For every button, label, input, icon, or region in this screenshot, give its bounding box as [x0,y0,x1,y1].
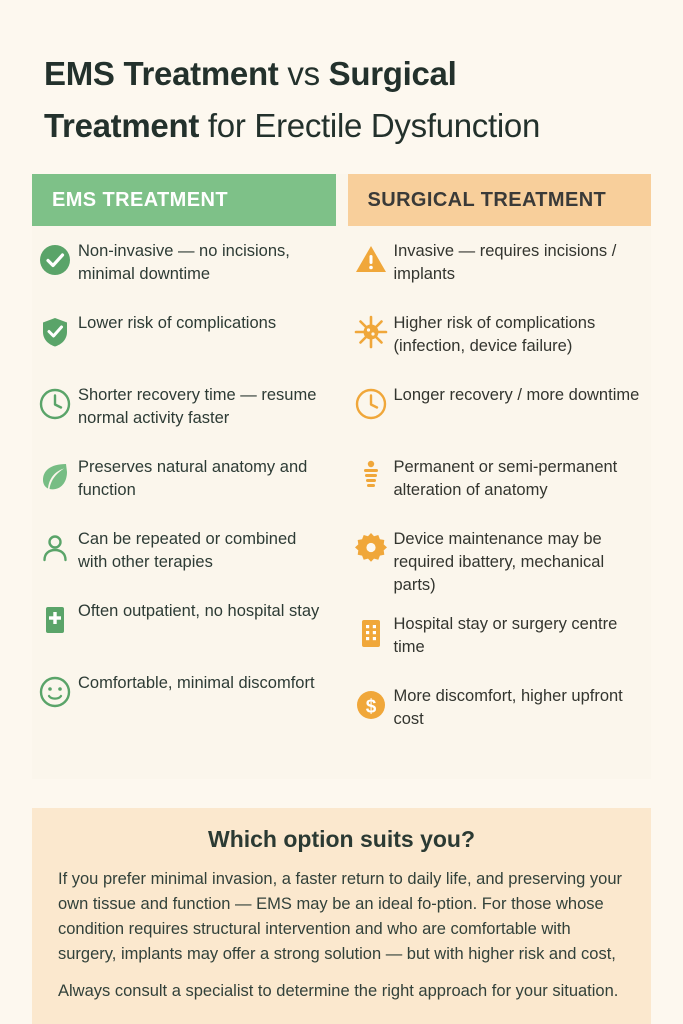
title-line-2 [44,100,639,152]
list-item [32,456,336,512]
list-item [348,456,652,512]
summary-paragraph-2: Always consult a specialist to determine the right approach for your situation. [58,982,619,1000]
list-item-label: Lower risk of complications [78,314,277,332]
list-item-label: Preserves natural anatomy and function [78,458,308,499]
title-part-treatment: Treatment [44,107,200,144]
column-header-surgical: SURGICAL TREATMENT [348,174,652,226]
warning-triangle-icon [348,240,394,278]
gear-icon [348,528,394,566]
column-headers [32,174,651,226]
summary-heading: Which option suits you? [207,826,476,852]
list-item [348,613,652,669]
clock-icon [348,384,394,422]
list-item-label: More discomfort, higher upfront cost [393,687,623,728]
dollar-coin-icon [348,685,394,723]
list-item [32,528,336,584]
list-item-label: Comfortable, minimal discomfort [78,674,315,692]
list-item-label: Shorter recovery time — resume normal activity faster [78,386,317,427]
list-item [348,312,652,368]
list-item [32,672,336,728]
column-surgical [348,240,652,757]
list-item-label: Higher risk of complications (infection, device failure) [393,314,596,355]
germ-icon [348,312,394,350]
list-item [348,384,652,440]
list-item-label: Invasive — requires incisions / implants [393,242,617,283]
comparison-columns [32,240,651,757]
clock-icon [32,384,78,422]
spine-icon [348,456,394,494]
column-ems [32,240,336,757]
list-item [32,240,336,296]
title-part-ems: EMS Treatment [44,55,279,92]
summary-paragraph-1: If you prefer minimal invasion, a faster return to daily life, and preserving your own tissue and function — EMS may be an ideal fo-ption. For those whose condition requires structural intervention and who are comfortable with surgery, implants may offer a strong solution — but with higher risk and cost, [58,870,623,963]
summary-block [32,808,651,1024]
building-icon [348,613,394,651]
list-item [348,685,652,741]
list-item [348,528,652,597]
shield-check-icon [32,312,78,350]
list-item-label: Non-invasive — no incisions, minimal downtime [78,242,290,283]
hospital-cross-icon [32,600,78,638]
list-item [32,600,336,656]
check-circle-icon [32,240,78,278]
leaf-icon [32,456,78,494]
title-line-1 [44,48,639,100]
title-part-vs: vs [287,55,320,92]
person-icon [32,528,78,566]
title-part-surgical: Surgical [328,55,457,92]
comparison-panel [32,174,651,779]
list-item [348,240,652,296]
list-item-label: Permanent or semi-permanent alteration of anatomy [393,458,618,499]
column-header-ems: EMS TREATMENT [32,174,336,226]
list-item [32,384,336,440]
list-item-label: Hospital stay or surgery centre time [393,615,618,656]
list-item-label: Often outpatient, no hospital stay [78,602,320,620]
page-title [0,0,683,152]
list-item-label: Can be repeated or combined with other terapies [78,530,297,571]
smiley-icon [32,672,78,710]
svg-text:$: $ [365,696,376,718]
list-item-label: Longer recovery / more downtime [393,386,640,404]
list-item [32,312,336,368]
list-item-label: Device maintenance may be required ibattery, mechanical parts) [393,530,605,594]
title-part-subject: for Erectile Dysfunction [207,107,541,144]
